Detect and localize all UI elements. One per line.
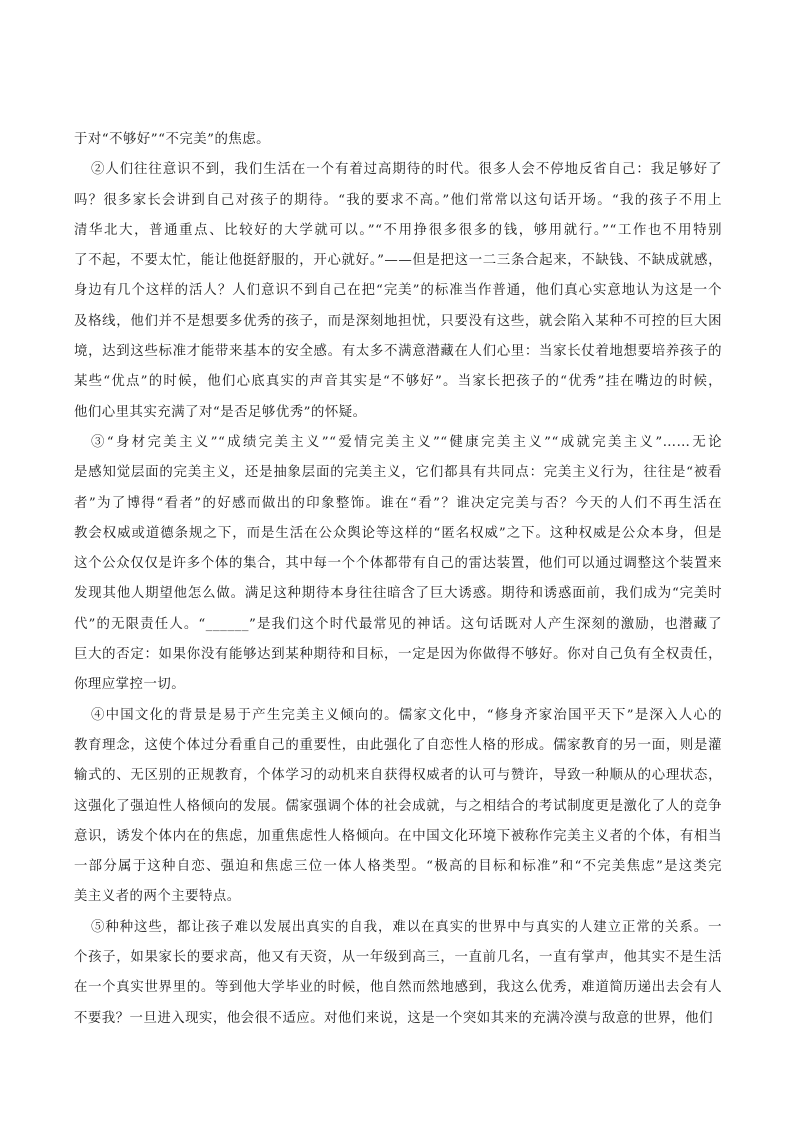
article-body: [74, 125, 722, 1034]
paragraph-line: 吗？很多家长会讲到自己对孩子的期待。“我的要求不高。”他们常常以这句话开场。“我的孩子不用上: [74, 192, 722, 208]
paragraph-line: 一部分属于这种自恋、强迫和焦虑三位一体人格类型。“极高的目标和标准”和“不完美焦虑”是这类完: [74, 859, 722, 875]
paragraph-line: 巨大的否定：如果你没有能够达到某种期待和目标，一定是因为你做得不够好。你对自己负有全权责任，: [74, 647, 722, 663]
paragraph-line: 于对“不够好”“不完美”的焦虑。: [74, 132, 271, 147]
paragraph-line: 身边有几个这样的活人？人们意识不到自己在把“完美”的标准当作普通，他们真心实意地认为这是一个: [74, 283, 722, 299]
paragraph-line: 某些“优点”的时候，他们心底真实的声音其实是“不够好”。当家长把孩子的“优秀”挂在嘴边的时候，: [74, 374, 722, 390]
paragraph-line: 清华北大，普通重点、比较好的大学就可以。”“不用挣很多很多的钱，够用就行。”“工作也不用特别: [74, 222, 722, 238]
paragraph-line: 境，达到这些标准才能带来基本的安全感。有太多不满意潜藏在人们心里：当家长仗着地想要培养孩子的: [74, 344, 722, 360]
paragraph-line: 个孩子，如果家长的要求高，他又有天资，从一年级到高三，一直前几名，一直有掌声，他其实不是生活: [74, 950, 722, 966]
paragraph-line: 美主义者的两个主要特点。: [74, 889, 241, 905]
paragraph-line: 教会权威或道德条规之下，而是生活在公众舆论等这样的“匿名权威”之下。这种权威是公众本身，但是: [74, 525, 722, 541]
paragraph-line: ⑤种种这些，都让孩子难以发展出真实的自我，难以在真实的世界中与真实的人建立正常的关系。一: [91, 919, 722, 935]
paragraph-line: 意识，诱发个体内在的焦虑，加重焦虑性人格倾向。在中国文化环境下被称作完美主义者的个体，有相当: [74, 828, 722, 844]
paragraph-line: 者”为了博得“看者”的好感而做出的印象整饰。谁在“看”？谁决定完美与否？今天的人们不再生活在: [74, 495, 722, 511]
paragraph-line: 教育理念，这使个体过分看重自己的重要性，由此强化了自恋性人格的形成。儒家教育的另一面，则是灌: [74, 737, 722, 753]
paragraph-line: 不要我？一旦进入现实，他会很不适应。对他们来说，这是一个突如其来的充满冷漠与敌意的世界，他们: [74, 1010, 713, 1026]
paragraph-line: ④中国文化的背景是易于产生完美主义倾向的。儒家文化中，“修身齐家治国平天下”是深入人心的: [91, 707, 722, 723]
paragraph-line: 这强化了强迫性人格倾向的发展。儒家强调个体的社会成就，与之相结合的考试制度更是激化了人的竞争: [74, 798, 722, 814]
paragraph-line: 代”的无限责任人。“______”是我们这个时代最常见的神话。这句话既对人产生深刻的激励，也潜藏了: [74, 616, 722, 632]
paragraph-line: 输式的、无区别的正规教育，个体学习的动机来自获得权威者的认可与赞许，导致一种顺从的心理状态，: [74, 768, 722, 784]
paragraph-line: 你理应掌控一切。: [74, 677, 186, 693]
paragraph-line: 这个公众仅仅是许多个体的集合，其中每一个个体都带有自己的雷达装置，他们可以通过调整这个装置来: [74, 556, 722, 572]
paragraph-line: 是感知觉层面的完美主义，还是抽象层面的完美主义，它们都具有共同点：完美主义行为，往往是“被看: [74, 465, 722, 481]
document-page: [74, 125, 722, 1034]
paragraph-line: 发现其他人期望他怎么做。满足这种期待本身往往暗含了巨大诱惑。期待和诱惑面前，我们成为“完美时: [74, 586, 722, 602]
paragraph-line: 及格线，他们并不是想要多优秀的孩子，而是深刻地担忧，只要没有这些，就会陷入某种不可控的巨大困: [74, 313, 722, 329]
paragraph-line: ②人们往往意识不到，我们生活在一个有着过高期待的时代。很多人会不停地反省自己：我足够好了: [91, 162, 722, 178]
paragraph-line: 了不起，不要太忙，能让他挺舒服的，开心就好。”——但是把这一二三条合起来，不缺钱、不缺成就感，: [74, 253, 722, 269]
paragraph-line: 他们心里其实充满了对“是否足够优秀”的怀疑。: [74, 404, 367, 420]
paragraph-line: ③“身材完美主义”“成绩完美主义”“爱情完美主义”“健康完美主义”“成就完美主义”……无论: [91, 434, 722, 450]
paragraph-line: 在一个真实世界里的。等到他大学毕业的时候，他自然而然地感到，我这么优秀，难道简历递出去会有人: [74, 980, 722, 996]
